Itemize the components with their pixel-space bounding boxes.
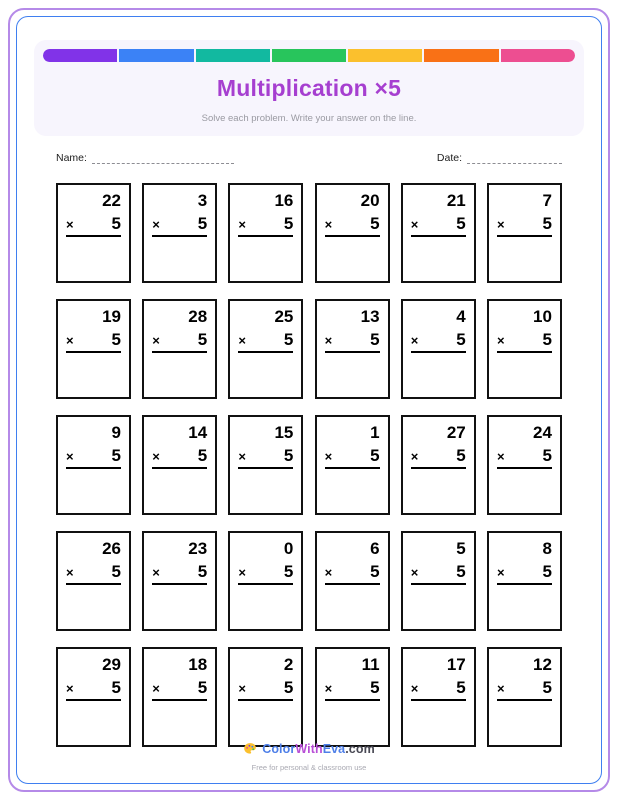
multiply-icon: × [324,333,333,348]
color-bar-segment-teal [196,49,270,62]
problem-box[interactable] [142,415,217,515]
multiply-icon: × [66,217,74,232]
operand-row [66,331,121,353]
problem-box[interactable] [228,415,303,515]
problem-box[interactable] [401,531,476,631]
operand-top: 29 [102,655,121,674]
operand-top: 20 [360,191,380,210]
operand-top: 16 [274,191,294,210]
answer-space[interactable] [325,237,380,281]
operand-row [238,563,293,585]
operand-top: 13 [360,307,380,326]
problem-box[interactable] [228,183,303,283]
operand-bottom: 5 [197,446,208,465]
multiply-icon: × [410,333,419,348]
answer-space[interactable] [497,701,552,745]
multiply-icon: × [496,681,505,696]
operand-row [66,563,121,585]
multiply-icon: × [324,217,333,232]
operand-bottom: 5 [197,330,208,349]
operand-bottom: 5 [456,562,466,581]
problem-box[interactable] [401,183,476,283]
multiply-icon: × [410,449,419,464]
operand-top: 14 [188,423,208,442]
date-field-group [437,152,562,164]
multiply-icon: × [238,333,246,348]
operand-row [325,331,380,353]
brand-text-with: With [295,742,323,756]
problem-box[interactable] [142,299,217,399]
operand-bottom: 5 [542,446,552,465]
multiply-icon: × [66,681,74,696]
operand-top: 2 [283,655,294,674]
operand-bottom: 5 [456,678,466,697]
header-card [34,40,584,136]
operand-bottom: 5 [283,330,294,349]
footer-tagline: Free for personal & classroom use [251,763,367,772]
multiply-icon: × [324,681,333,696]
operand-bottom: 5 [111,214,121,233]
operand-bottom: 5 [456,330,466,349]
multiply-icon: × [152,333,160,348]
date-input-line[interactable] [467,153,562,164]
operand-top: 27 [446,423,466,442]
multiply-icon: × [410,681,419,696]
multiply-icon: × [238,565,246,580]
color-bar-segment-green [272,49,346,62]
answer-space[interactable] [66,237,121,281]
operand-bottom: 5 [283,678,294,697]
operand-bottom: 5 [111,446,121,465]
operand-top: 11 [361,655,380,674]
operand-bottom: 5 [197,678,208,697]
operand-row [497,563,552,585]
operand-bottom: 5 [197,562,208,581]
answer-space[interactable] [325,469,380,513]
answer-space[interactable] [497,469,552,513]
color-bar-segment-yellow [348,49,422,62]
answer-space[interactable] [152,237,207,281]
problem-box[interactable] [56,299,131,399]
operand-top: 7 [542,191,552,210]
operand-top: 8 [542,539,552,558]
multiply-icon: × [410,217,419,232]
date-label: Date: [436,152,462,164]
problem-box[interactable] [56,183,131,283]
problem-box[interactable] [142,647,217,747]
multiply-icon: × [66,333,74,348]
operand-bottom: 5 [111,562,121,581]
multiply-icon: × [238,217,246,232]
answer-space[interactable] [238,701,293,745]
operand-row [238,447,293,469]
answer-space[interactable] [66,701,121,745]
name-input-line[interactable] [92,153,234,164]
operand-row [497,215,552,237]
answer-space[interactable] [152,585,207,629]
instructions-text: Solve each problem. Write your answer on the line. [201,113,417,124]
operand-top: 10 [533,307,552,326]
answer-space[interactable] [411,701,466,745]
operand-bottom: 5 [456,446,466,465]
operand-row [152,331,207,353]
multiply-icon: × [496,333,505,348]
problem-box[interactable] [315,647,390,747]
multiply-icon: × [496,449,505,464]
answer-space[interactable] [152,469,207,513]
operand-row [411,679,466,701]
operand-top: 23 [188,539,208,558]
operand-bottom: 5 [283,446,294,465]
operand-top: 26 [102,539,121,558]
multiply-icon: × [324,565,333,580]
operand-row [497,447,552,469]
operand-bottom: 5 [542,678,552,697]
operand-row [325,679,380,701]
problem-box[interactable] [142,531,217,631]
answer-space[interactable] [66,585,121,629]
brand-text [262,742,375,756]
operand-top: 4 [456,307,466,326]
operand-top: 17 [446,655,466,674]
answer-space[interactable] [497,585,552,629]
multiply-icon: × [152,565,160,580]
multiply-icon: × [496,565,505,580]
operand-top: 28 [188,307,208,326]
operand-row [238,215,293,237]
problem-box[interactable] [401,647,476,747]
answer-space[interactable] [66,469,121,513]
multiply-icon: × [496,217,505,232]
problem-box[interactable] [142,183,217,283]
multiply-icon: × [238,449,246,464]
operand-top: 0 [283,539,294,558]
problem-box[interactable] [56,531,131,631]
operand-row [238,679,293,701]
name-label: Name: [56,152,87,164]
operand-row [325,215,380,237]
brand-text-color: Color [262,742,296,756]
multiply-icon: × [152,449,160,464]
answer-space[interactable] [497,237,552,281]
operand-bottom: 5 [370,214,380,233]
color-bar-segment-purple [43,49,117,62]
multiply-icon: × [152,681,160,696]
answer-space[interactable] [497,353,552,397]
name-field-group [56,152,234,164]
operand-bottom: 5 [370,678,380,697]
operand-top: 24 [533,423,552,442]
operand-row [152,215,207,237]
operand-bottom: 5 [542,214,552,233]
problem-box[interactable] [315,299,390,399]
operand-row [238,331,293,353]
answer-space[interactable] [325,353,380,397]
operand-top: 5 [456,539,466,558]
color-bar-segment-pink [501,49,575,62]
answer-space[interactable] [411,237,466,281]
operand-bottom: 5 [197,214,208,233]
operand-row [411,447,466,469]
problem-box[interactable] [487,647,562,747]
problem-grid [56,183,562,747]
operand-row [152,679,207,701]
problem-box[interactable] [401,299,476,399]
operand-top: 22 [102,191,121,210]
problem-box[interactable] [315,415,390,515]
operand-bottom: 5 [370,330,380,349]
operand-bottom: 5 [542,330,552,349]
operand-bottom: 5 [111,678,121,697]
brand-text-eva: Eva [322,742,346,756]
operand-bottom: 5 [283,214,294,233]
operand-bottom: 5 [111,330,121,349]
problem-box[interactable] [56,415,131,515]
operand-top: 25 [274,307,294,326]
multiply-icon: × [410,565,419,580]
answer-space[interactable] [325,701,380,745]
answer-space[interactable] [152,701,207,745]
answer-space[interactable] [238,353,293,397]
operand-top: 12 [533,655,552,674]
operand-row [325,563,380,585]
problem-box[interactable] [401,415,476,515]
answer-space[interactable] [238,469,293,513]
operand-row [152,447,207,469]
operand-top: 18 [188,655,208,674]
operand-row [66,679,121,701]
problem-box[interactable] [56,647,131,747]
problem-box[interactable] [487,415,562,515]
color-bar-segment-blue [119,49,193,62]
operand-bottom: 5 [456,214,466,233]
page-title: Multiplication ×5 [216,75,402,101]
name-date-row [56,152,562,164]
decorative-color-bar [43,49,575,62]
problem-box[interactable] [487,531,562,631]
problem-box[interactable] [228,299,303,399]
answer-space[interactable] [411,353,466,397]
operand-row [411,563,466,585]
operand-row [497,679,552,701]
operand-row [411,331,466,353]
brand-text-com: .com [345,742,375,756]
page-footer [0,742,618,772]
answer-space[interactable] [411,469,466,513]
operand-top: 1 [370,423,380,442]
operand-bottom: 5 [370,562,380,581]
operand-top: 15 [274,423,294,442]
operand-row [325,447,380,469]
operand-row [411,215,466,237]
operand-row [152,563,207,585]
answer-space[interactable] [66,353,121,397]
multiply-icon: × [66,449,74,464]
color-bar-segment-orange [424,49,498,62]
problem-box[interactable] [487,299,562,399]
problem-box[interactable] [228,647,303,747]
operand-row [66,215,121,237]
problem-box[interactable] [228,531,303,631]
answer-space[interactable] [238,585,293,629]
answer-space[interactable] [152,353,207,397]
multiply-icon: × [324,449,333,464]
answer-space[interactable] [325,585,380,629]
problem-box[interactable] [315,183,390,283]
operand-top: 19 [102,307,121,326]
operand-bottom: 5 [542,562,552,581]
problem-box[interactable] [315,531,390,631]
operand-top: 9 [111,423,121,442]
operand-bottom: 5 [283,562,294,581]
operand-top: 6 [370,539,380,558]
multiply-icon: × [238,681,246,696]
multiply-icon: × [66,565,74,580]
answer-space[interactable] [411,585,466,629]
operand-top: 21 [446,191,466,210]
answer-space[interactable] [238,237,293,281]
operand-row [497,331,552,353]
multiply-icon: × [152,217,160,232]
brand-logo[interactable] [243,742,375,756]
palette-icon [243,742,257,756]
operand-top: 3 [197,191,208,210]
operand-row [66,447,121,469]
problem-box[interactable] [487,183,562,283]
operand-bottom: 5 [370,446,380,465]
